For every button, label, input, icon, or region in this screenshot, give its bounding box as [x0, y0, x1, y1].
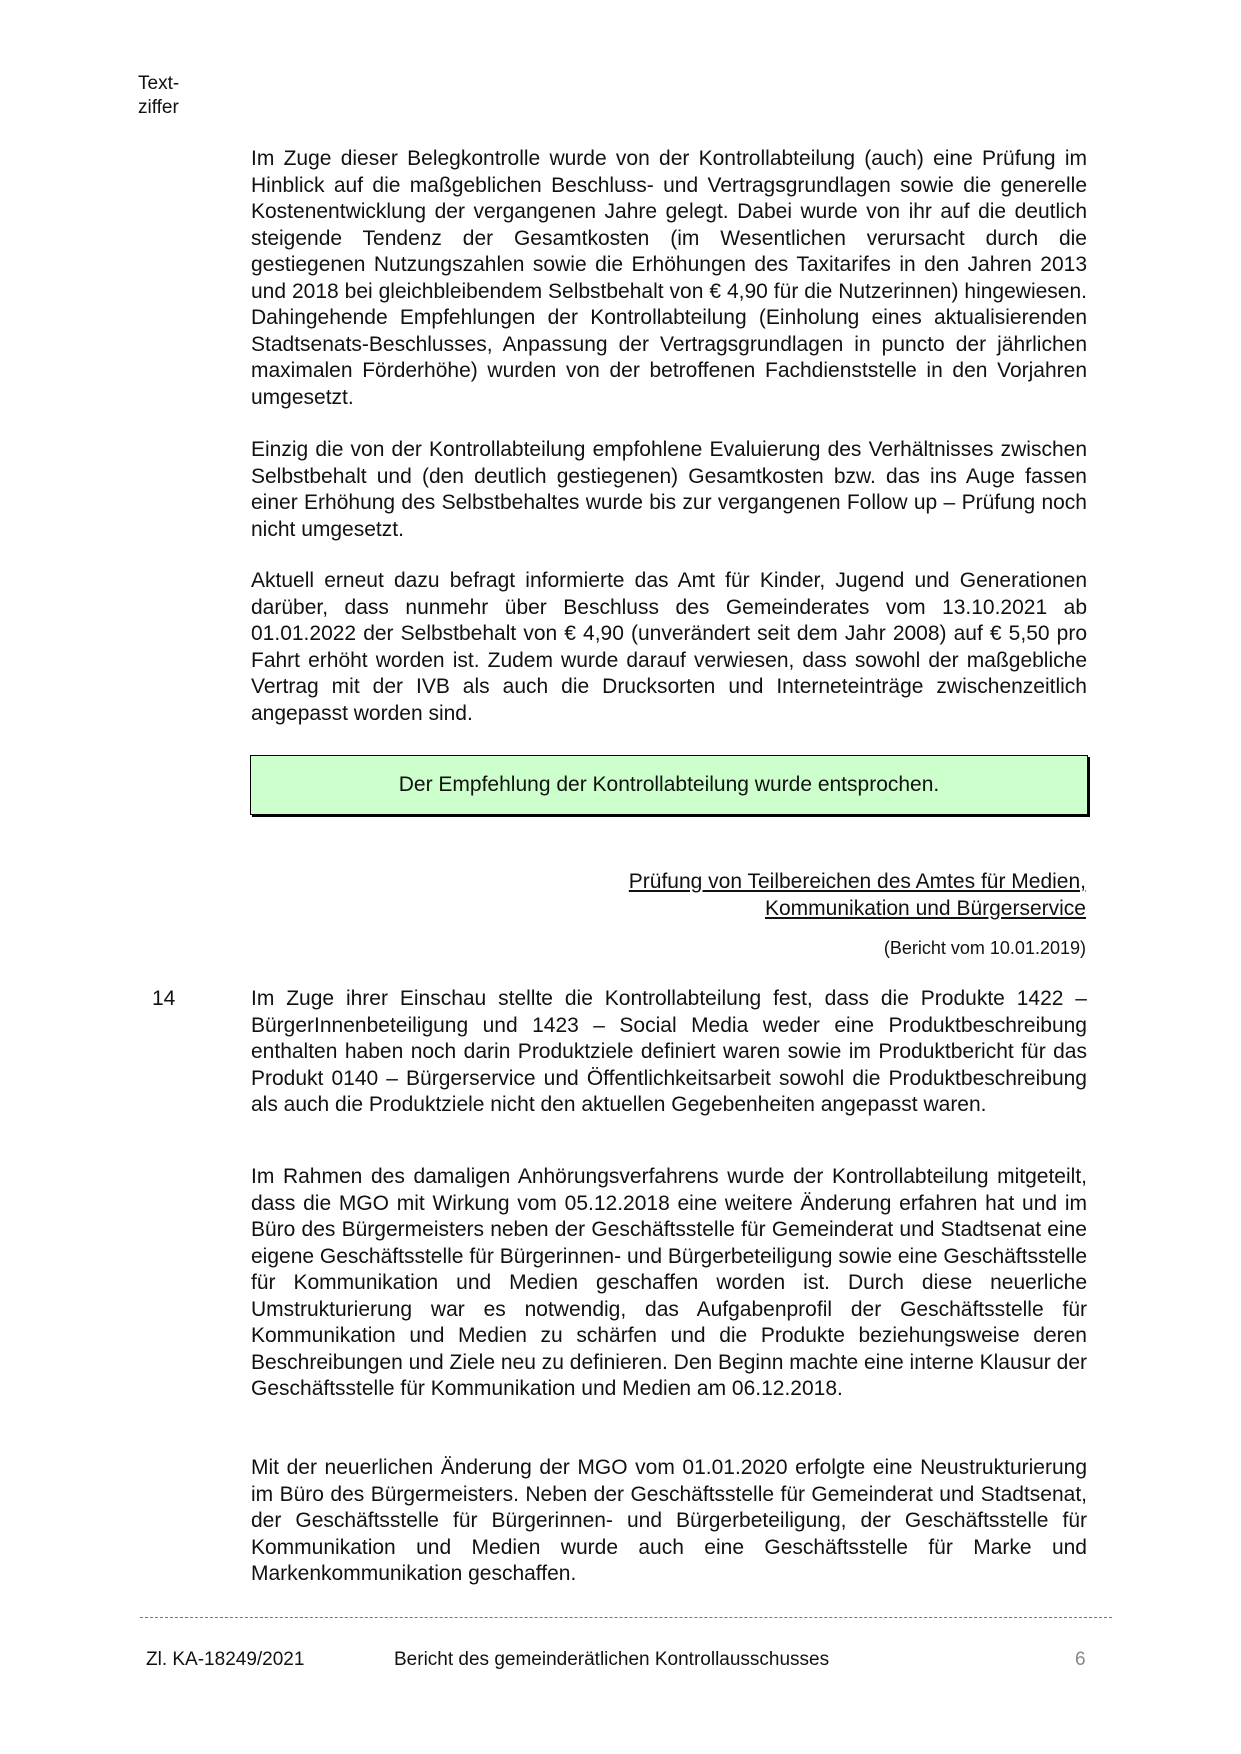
- recommendation-fulfilled-text: Der Empfehlung der Kontrollabteilung wurde entsprochen.: [398, 773, 940, 796]
- footer-divider: [140, 1617, 1112, 1618]
- footer-reference: Zl. KA-18249/2021: [146, 1649, 305, 1670]
- recommendation-fulfilled-box: [250, 755, 1088, 815]
- margin-label-textziffer: Text- ziffer: [138, 73, 180, 118]
- section-title-line2: Kommunikation und Bürgerservice: [765, 897, 1086, 920]
- paragraph-anhoerungsverfahren: Im Rahmen des damaligen Anhörungsverfahrens wurde der Kontrollabteilung mitgeteilt, dass die MGO mit Wirkung vom 05.12.2018 eine weitere Änderung erfahren hat und im Büro des Bürgermeisters neben der Geschäftsstelle für Gemeinderat und Stadtsenat eine eigene Geschäftsstelle für Bürgerinnen- und Bürgerbeteiligung sowie eine Geschäftsstelle für Kommunikation und Medien geschaffen worden ist. Durch diese neuerliche Umstrukturierung war es notwendig, das Aufgabenprofil der Geschäftsstelle für Kommunikation und Medien zu schärfen und die Produkte beziehungsweise deren Beschreibungen und Ziele neu zu definieren. Den Beginn machte eine interne Klausur der Geschäftsstelle für Kommunikation und Medien am 06.12.2018.: [251, 1165, 1087, 1400]
- paragraph-mgo-aenderung: Mit der neuerlichen Änderung der MGO vom 01.01.2020 erfolgte eine Neustrukturierung im Büro des Bürgermeisters. Neben der Geschäftsstelle für Gemeinderat und Stadtsenat, der Geschäftsstelle für Bürgerinnen- und Bürgerbeteiligung, der Geschäftsstelle für Kommunikation und Medien wurde auch eine Geschäftsstelle für Marke und Markenkommunikation geschaffen.: [251, 1456, 1087, 1585]
- section-title: [629, 868, 1086, 922]
- paragraph-evaluierung: Einzig die von der Kontrollabteilung empfohlene Evaluierung des Verhältnisses zwischen Selbstbehalt und (den deutlich gestiegenen) Gesamtkosten bzw. das ins Auge fassen einer Erhöhung des Selbstbehaltes wurde bis zur vergangenen Follow up – Prüfung noch nicht umgesetzt.: [251, 438, 1087, 541]
- textziffer-number: 14: [152, 987, 176, 1010]
- paragraph-einschau: Im Zuge ihrer Einschau stellte die Kontrollabteilung fest, dass die Produkte 1422 – BürgerInnenbeteiligung und 1423 – Social Media weder eine Produktbeschreibung enthalten haben noch darin Produktziele definiert waren sowie im Produktbericht für das Produkt 0140 – Bürgerservice und Öffentlichkeitsarbeit sowohl die Produktbeschreibung als auch die Produktziele nicht den aktuellen Gegebenheiten angepasst waren.: [251, 987, 1087, 1116]
- paragraph-belegkontrolle: Im Zuge dieser Belegkontrolle wurde von der Kontrollabteilung (auch) eine Prüfung im Hinblick auf die maßgeblichen Beschluss- und Vertragsgrundlagen sowie die generelle Kostenentwicklung der vergangenen Jahre gelegt. Dabei wurde von ihr auf die deutlich steigende Tendenz der Gesamtkosten (im Wesentlichen verursacht durch die gestiegenen Nutzungszahlen sowie die Erhöhungen des Taxitarifes in den Jahren 2013 und 2018 bei gleichbleibendem Selbstbehalt von € 4,90 für die Nutzerinnen) hingewiesen. Dahingehende Empfehlungen der Kontrollabteilung (Einholung eines aktualisierenden Stadtsenats-Beschlusses, Anpassung der Vertragsgrundlagen in puncto der jährlichen maximalen Förderhöhe) wurden von der betroffenen Fachdienststelle in den Vorjahren umgesetzt.: [251, 147, 1087, 409]
- footer-title: Bericht des gemeinderätlichen Kontrollausschusses: [394, 1649, 830, 1670]
- report-date: (Bericht vom 10.01.2019): [883, 938, 1086, 958]
- section-title-line1: Prüfung von Teilbereichen des Amtes für Medien,: [628, 870, 1086, 893]
- paragraph-aktuell: Aktuell erneut dazu befragt informierte das Amt für Kinder, Jugend und Generationen darüber, dass nunmehr über Beschluss des Gemeinderates vom 13.10.2021 ab 01.01.2022 der Selbstbehalt von € 4,90 (unverändert seit dem Jahr 2008) auf € 5,50 pro Fahrt erhöht worden ist. Zudem wurde darauf verwiesen, dass sowohl der maßgebliche Vertrag mit der IVB als auch die Drucksorten und Interneteinträge zwischenzeitlich angepasst worden sind.: [251, 569, 1087, 725]
- page-number: 6: [1075, 1649, 1086, 1670]
